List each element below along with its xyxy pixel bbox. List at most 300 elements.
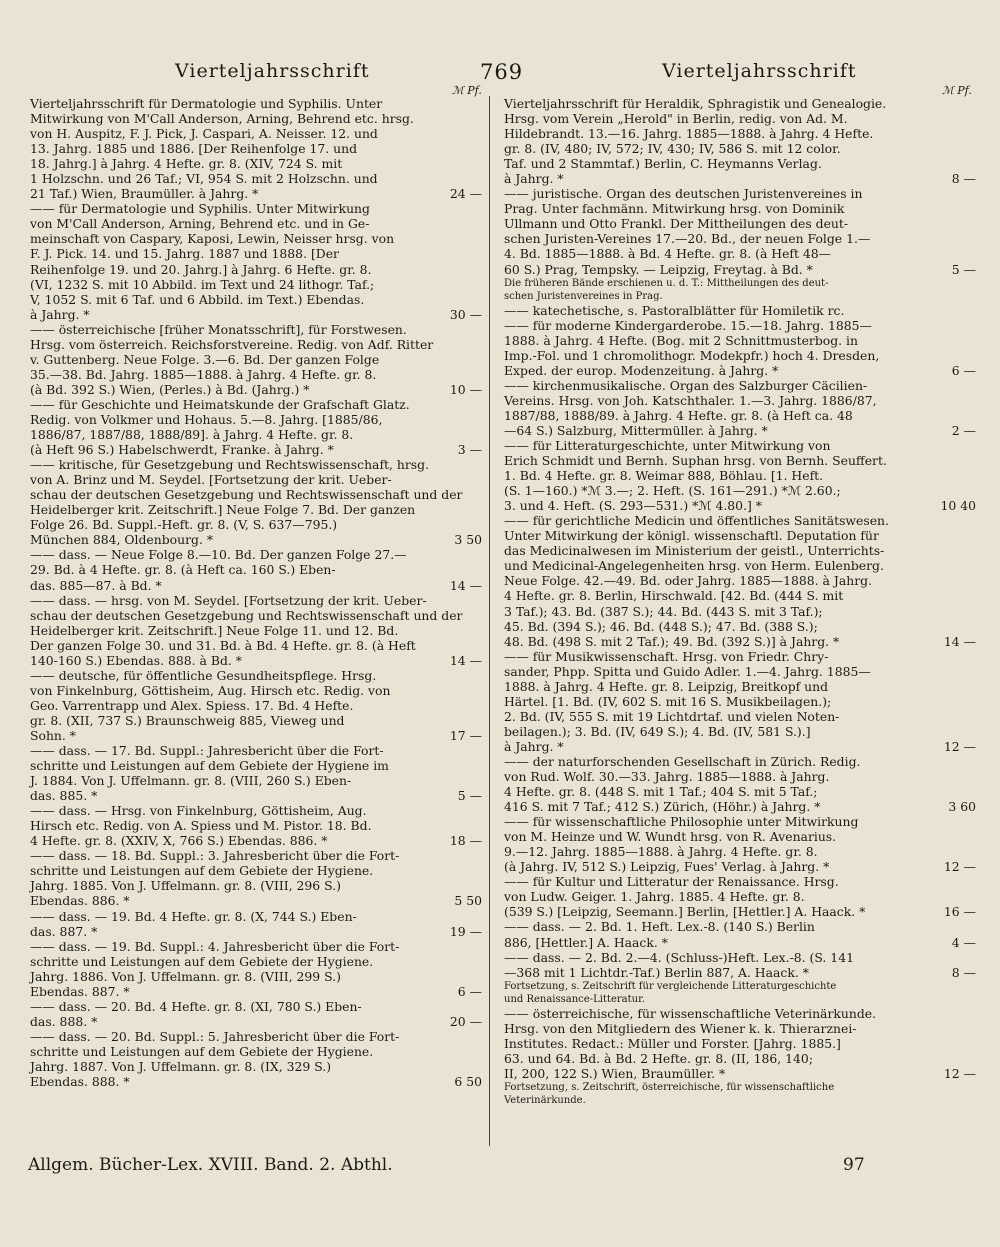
entry-text: Hrsg. von den Mitgliedern des Wiener k. k. Thierarznei- [504, 1020, 857, 1036]
entry-text: —— kirchenmusikalische. Organ des Salzburger Cäcilien- [504, 377, 868, 393]
entry-line [30, 578, 482, 593]
entry-price: 2 — [951, 422, 976, 438]
entry-line [504, 277, 976, 290]
running-head-right: Vierteljahrsschrift [662, 60, 857, 82]
entry-line [504, 980, 976, 993]
entry-text: 1. Bd. 4 Hefte. gr. 8. Weimar 888, Böhlau. [1. Heft. [504, 468, 824, 484]
entry-text: —— für Musikwissenschaft. Hrsg. von Friedr. Chry- [504, 648, 829, 664]
entry-price: 8 — [951, 171, 976, 187]
entry-text: Vereins. Hrsg. von Joh. Katschthaler. 1.—3. Jahrg. 1886/87, [504, 392, 877, 408]
entry-price: 30 — [449, 306, 482, 322]
entry-text: (539 S.) [Leipzig, Seemann.] Berlin, [Hettler.] A. Haack. * [504, 904, 866, 920]
entry-line [30, 111, 482, 126]
entry-text: Neue Folge. 42.—49. Bd. oder Jahrg. 1885—1888. à Jahrg. [504, 573, 873, 589]
entry-line [30, 969, 482, 984]
entry-text: —— dass. — Neue Folge 8.—10. Bd. Der ganzen Folge 27.— [30, 547, 407, 563]
entry-line [504, 303, 976, 318]
entry-text: 2. Bd. (IV, 555 S. mit 19 Lichtdrtaf. und vielen Noten- [504, 708, 840, 724]
entry-price: 24 — [449, 186, 482, 202]
entry-text: Heidelberger krit. Zeitschrift.] Neue Folge 11. und 12. Bd. [30, 622, 399, 638]
entry-line [30, 472, 482, 487]
entry-text: Folge 26. Bd. Suppl.-Heft. gr. 8. (V, S. 637—795.) [30, 517, 338, 533]
entry-line [504, 784, 976, 799]
entry-line [504, 679, 976, 694]
entry-line [504, 231, 976, 246]
entry-line [504, 498, 976, 513]
entry-price: 3 50 [454, 532, 482, 548]
entry-line [30, 638, 482, 653]
entry-line [504, 201, 976, 216]
entry-line [30, 818, 482, 833]
entry-text: Erich Schmidt und Bernh. Suphan hrsg. von Bernh. Seuffert. [504, 453, 887, 469]
entry-line [30, 96, 482, 111]
entry-text: 60 S.) Prag, Tempsky. — Leipzig, Freytag. à Bd. * [504, 261, 813, 277]
entry-line [504, 348, 976, 363]
entry-line [504, 171, 976, 186]
entry-line [30, 457, 482, 472]
entry-text: —— dass. — 18. Bd. Suppl.: 3. Jahresbericht über die Fort- [30, 848, 400, 864]
entry-text: à Jahrg. * [30, 306, 90, 322]
right-column [504, 96, 976, 1107]
entry-text: Fortsetzung, s. Zeitschrift für vergleichende Litteraturgeschichte [504, 980, 837, 992]
entry-text: —— dass. — 17. Bd. Suppl.: Jahresbericht über die Fort- [30, 743, 384, 759]
entry-line [504, 543, 976, 558]
entry-line [504, 709, 976, 724]
price-column-header-right: ℳ Pf. [942, 84, 972, 97]
entry-text: à Jahrg. * [504, 171, 564, 187]
entry-line [30, 803, 482, 818]
entry-text: 416 S. mit 7 Taf.; 412 S.) Zürich, (Höhr.) à Jahrg. * [504, 799, 821, 815]
entry-line [504, 558, 976, 573]
entry-line [504, 423, 976, 438]
entry-line [504, 96, 976, 111]
entry-text: —— dass. — 19. Bd. Suppl.: 4. Jahresbericht über die Fort- [30, 938, 400, 954]
entry-text: à Jahrg. * [504, 738, 564, 754]
entry-text: II, 200, 122 S.) Wien, Braumüller. * [504, 1065, 726, 1081]
entry-text: (à Jahrg. IV, 512 S.) Leipzig, Fues' Verlag. à Jahrg. * [504, 859, 830, 875]
entry-text: Geo. Varrentrapp und Alex. Spiess. 17. Bd. 4 Hefte. [30, 697, 354, 713]
entry-text: Hrsg. vom österreich. Reichsforstvereine. Redig. von Adf. Ritter [30, 336, 434, 352]
entry-price: 6 50 [454, 1074, 482, 1090]
entry-text: —— dass. — 2. Bd. 1. Heft. Lex.-8. (140 S.) Berlin [504, 919, 815, 935]
entry-text: Institutes. Redact.: Müller und Forster. [Jahrg. 1885.] [504, 1035, 841, 1051]
entry-text: V, 1052 S. mit 6 Taf. und 6 Abbild. im Text.) Ebendas. [30, 291, 365, 307]
entry-line [30, 893, 482, 908]
entry-line [504, 993, 976, 1006]
entry-line [30, 1059, 482, 1074]
entry-line [504, 634, 976, 649]
entry-text: von M'Call Anderson, Arning, Behrend etc. und in Ge- [30, 216, 370, 232]
entry-line [30, 878, 482, 893]
entry-line [504, 126, 976, 141]
entry-text: Imp.-Fol. und 1 chromolithogr. Modekpfr.) hoch 4. Dresden, [504, 347, 880, 363]
entry-line [504, 649, 976, 664]
entry-text: J. 1884. Von J. Uffelmann. gr. 8. (VIII, 260 S.) Eben- [30, 773, 352, 789]
entry-text: gr. 8. (IV, 480; IV, 572; IV, 430; IV, 586 S. mit 12 color. [504, 141, 841, 157]
price-column-header-left: ℳ Pf. [452, 84, 482, 97]
entry-line [504, 1006, 976, 1021]
entry-price: 18 — [449, 833, 482, 849]
entry-line [30, 713, 482, 728]
entry-text: 1888. à Jahrg. 4 Hefte. (Bog. mit 2 Schnittmusterbog. in [504, 332, 858, 348]
entry-text: 4. Bd. 1885—1888. à Bd. 4 Hefte. gr. 8. (à Heft 48— [504, 246, 832, 262]
entry-text: 886, [Hettler.] A. Haack. * [504, 934, 668, 950]
entry-text: und Renaissance-Litteratur. [504, 993, 645, 1005]
entry-text: Der ganzen Folge 30. und 31. Bd. à Bd. 4 Hefte. gr. 8. (à Heft [30, 637, 416, 653]
entry-text: F. J. Pick. 14. und 15. Jahrg. 1887 und 1888. [Der [30, 246, 339, 262]
entry-line [30, 352, 482, 367]
entry-text: Hrsg. vom Verein „Herold" in Berlin, redig. von Ad. M. [504, 111, 848, 127]
entry-text: —— dass. — Hrsg. von Finkelnburg, Göttisheim, Aug. [30, 803, 367, 819]
entry-text: 9.—12. Jahrg. 1885—1888. à Jahrg. 4 Hefte. gr. 8. [504, 844, 818, 860]
entry-line [504, 919, 976, 934]
entry-text: schau der deutschen Gesetzgebung und Rechtswissenschaft und der [30, 607, 463, 623]
entry-line [504, 814, 976, 829]
entry-text: —— österreichische [früher Monatsschrift], für Forstwesen. [30, 321, 407, 337]
entry-text: das. 885—87. à Bd. * [30, 577, 162, 593]
entry-line [30, 999, 482, 1014]
entry-text: (S. 1—160.) *ℳ 3.—; 2. Heft. (S. 161—291.) *ℳ 2.60.; [504, 483, 841, 499]
entry-text: —— juristische. Organ des deutschen Juristenvereines in [504, 186, 863, 202]
entry-line [30, 773, 482, 788]
entry-line [30, 954, 482, 969]
entry-text: —— für Dermatologie und Syphilis. Unter Mitwirkung [30, 201, 370, 217]
entry-text: 1887/88, 1888/89. à Jahrg. 4 Hefte. gr. 8. (à Heft ca. 48 [504, 407, 853, 423]
entry-text: 1 Holzschn. und 26 Taf.; VI, 954 S. mit 2 Holzschn. und [30, 171, 378, 187]
entry-line [30, 126, 482, 141]
entry-line [504, 483, 976, 498]
entry-text: 3 Taf.); 43. Bd. (387 S.); 44. Bd. (443 S. mit 3 Taf.); [504, 603, 823, 619]
entry-text: —— österreichische, für wissenschaftliche Veterinärkunde. [504, 1005, 877, 1021]
entry-text: Ebendas. 888. * [30, 1074, 130, 1090]
entry-text: beilagen.); 3. Bd. (IV, 649 S.); 4. Bd. (IV, 581 S.).] [504, 723, 811, 739]
entry-text: Die früheren Bände erschienen u. d. T.: Mittheilungen des deut- [504, 277, 829, 289]
entry-text: Jahrg. 1886. Von J. Uffelmann. gr. 8. (VIII, 299 S.) [30, 968, 341, 984]
entry-line [30, 909, 482, 924]
entry-line [504, 438, 976, 453]
entry-text: (à Bd. 392 S.) Wien, (Perles.) à Bd. (Jahrg.) * [30, 381, 310, 397]
entry-line [504, 588, 976, 603]
entry-line [30, 939, 482, 954]
entry-price: 6 — [951, 362, 976, 378]
entry-line [30, 502, 482, 517]
entry-line [504, 904, 976, 919]
entry-line [30, 292, 482, 307]
footer-signature: Allgem. Bücher-Lex. XVIII. Band. 2. Abthl. [28, 1155, 393, 1175]
entry-price: 19 — [449, 923, 482, 939]
entry-line [504, 573, 976, 588]
entry-price: 12 — [943, 1065, 976, 1081]
entry-price: 10 40 [940, 498, 976, 514]
entry-line [30, 1074, 482, 1089]
entry-text: München 884, Oldenbourg. * [30, 532, 214, 548]
entry-text: —368 mit 1 Lichtdr.-Taf.) Berlin 887, A. Haack. * [504, 964, 809, 980]
entry-line [504, 290, 976, 303]
entry-price: 10 — [449, 381, 482, 397]
entry-line [30, 728, 482, 743]
entry-text: —— deutsche, für öffentliche Gesundheitspflege. Hrsg. [30, 667, 377, 683]
entry-text: Hildebrandt. 13.—16. Jahrg. 1885—1888. à Jahrg. 4 Hefte. [504, 126, 874, 142]
entry-text: schen Juristenvereines in Prag. [504, 290, 663, 302]
entry-text: Redig. von Volkmer und Hohaus. 5.—8. Jahrg. [1885/86, [30, 411, 383, 427]
entry-text: Heidelberger krit. Zeitschrift.] Neue Folge 7. Bd. Der ganzen [30, 502, 416, 518]
entry-text: sander, Phpp. Spitta und Guido Adler. 1.—4. Jahrg. 1885— [504, 663, 871, 679]
entry-line [504, 844, 976, 859]
entry-text: schritte und Leistungen auf dem Gebiete der Hygiene. [30, 1043, 374, 1059]
entry-text: 4 Hefte. gr. 8. (XXIV, X, 766 S.) Ebendas. 886. * [30, 833, 328, 849]
entry-line [30, 593, 482, 608]
entry-text: Vierteljahrsschrift für Dermatologie und Syphilis. Unter [30, 96, 383, 111]
entry-price: 3 60 [948, 799, 976, 815]
entry-text: Reihenfolge 19. und 20. Jahrg.] à Jahrg. 6 Hefte. gr. 8. [30, 261, 372, 277]
entry-line [504, 111, 976, 126]
entry-line [30, 653, 482, 668]
entry-text: 4 Hefte. gr. 8. (448 S. mit 1 Taf.; 404 S. mit 5 Taf.; [504, 784, 818, 800]
entry-text: Veterinärkunde. [504, 1094, 586, 1106]
entry-text: Sohn. * [30, 727, 76, 743]
entry-text: 63. und 64. Bd. à Bd. 2 Hefte. gr. 8. (II, 186, 140; [504, 1050, 813, 1066]
entry-text: 35.—38. Bd. Jahrg. 1885—1888. à Jahrg. 4 Hefte. gr. 8. [30, 366, 377, 382]
entry-line [504, 156, 976, 171]
entry-text: das Medicinalwesen im Ministerium der geistl., Unterrichts- [504, 543, 885, 559]
entry-text: von Finkelnburg, Göttisheim, Aug. Hirsch etc. Redig. von [30, 682, 391, 698]
entry-line [504, 1051, 976, 1066]
entry-line [504, 664, 976, 679]
entry-line [504, 694, 976, 709]
entry-text: —— katechetische, s. Pastoralblätter für Homiletik rc. [504, 302, 845, 318]
entry-line [504, 935, 976, 950]
entry-line [504, 829, 976, 844]
entry-line [30, 1014, 482, 1029]
entry-text: —— dass. — hrsg. von M. Seydel. [Fortsetzung der krit. Ueber- [30, 592, 427, 608]
entry-line [30, 683, 482, 698]
entry-price: 6 — [457, 983, 482, 999]
entry-text: Taf. und 2 Stammtaf.) Berlin, C. Heymanns Verlag. [504, 156, 822, 172]
entry-text: Ebendas. 887. * [30, 983, 130, 999]
entry-price: 14 — [449, 652, 482, 668]
entry-line [30, 532, 482, 547]
entry-line [504, 363, 976, 378]
entry-text: das. 888. * [30, 1013, 98, 1029]
entry-line [30, 608, 482, 623]
entry-text: (VI, 1232 S. mit 10 Abbild. im Text und 24 lithogr. Taf.; [30, 276, 375, 292]
entry-text: und Medicinal-Angelegenheiten hrsg. von Herm. Eulenberg. [504, 558, 884, 574]
entry-price: 4 — [951, 934, 976, 950]
entry-text: 1888. à Jahrg. 4 Hefte. gr. 8. Leipzig, Breitkopf und [504, 678, 829, 694]
entry-line [504, 333, 976, 348]
entry-line [504, 378, 976, 393]
entry-text: Jahrg. 1887. Von J. Uffelmann. gr. 8. (IX, 329 S.) [30, 1059, 332, 1074]
entry-text: schritte und Leistungen auf dem Gebiete der Hygiene im [30, 758, 389, 774]
entry-line [30, 156, 482, 171]
running-head-left: Vierteljahrsschrift [175, 60, 370, 82]
entry-text: von Rud. Wolf. 30.—33. Jahrg. 1885—1888. à Jahrg. [504, 769, 830, 785]
entry-line [504, 262, 976, 277]
entry-text: Fortsetzung, s. Zeitschrift, österreichische, für wissenschaftliche [504, 1081, 835, 1093]
entry-text: schen Juristen-Vereines 17.—20. Bd., der neuen Folge 1.— [504, 231, 871, 247]
entry-line [504, 859, 976, 874]
entry-text: —— dass. — 19. Bd. 4 Hefte. gr. 8. (X, 744 S.) Eben- [30, 908, 357, 924]
entry-text: meinschaft von Caspary, Kaposi, Lewin, Neisser hrsg. von [30, 231, 395, 247]
entry-line [504, 513, 976, 528]
entry-line [30, 517, 482, 532]
entry-line [504, 528, 976, 543]
entry-text: schritte und Leistungen auf dem Gebiete der Hygiene. [30, 863, 374, 879]
entry-text: —— für Kultur und Litteratur der Renaissance. Hrsg. [504, 874, 839, 890]
entry-text: das. 887. * [30, 923, 98, 939]
entry-line [504, 1036, 976, 1051]
entry-line [30, 984, 482, 999]
entry-line [504, 468, 976, 483]
entry-line [504, 889, 976, 904]
entry-text: —— dass. — 20. Bd. 4 Hefte. gr. 8. (XI, 780 S.) Eben- [30, 998, 362, 1014]
entry-line [30, 141, 482, 156]
entry-line [30, 201, 482, 216]
entry-line [30, 246, 482, 261]
entry-line [30, 216, 482, 231]
entry-line [30, 277, 482, 292]
entry-line [30, 382, 482, 397]
entry-text: Unter Mitwirkung der königl. wissenschaftl. Deputation für [504, 528, 879, 544]
entry-price: 5 50 [454, 893, 482, 909]
entry-text: —64 S.) Salzburg, Mittermüller. à Jahrg. * [504, 422, 768, 438]
entry-line [504, 874, 976, 889]
entry-text: 13. Jahrg. 1885 und 1886. [Der Reihenfolge 17. und [30, 141, 358, 157]
entry-line [504, 408, 976, 423]
entry-line [504, 393, 976, 408]
page-number: 769 [480, 60, 524, 84]
entry-text: Exped. der europ. Modenzeitung. à Jahrg. * [504, 362, 779, 378]
entry-text: Hirsch etc. Redig. von A. Spiess und M. Pistor. 18. Bd. [30, 818, 372, 834]
entry-line [30, 668, 482, 683]
entry-price: 17 — [449, 727, 482, 743]
entry-price: 12 — [943, 859, 976, 875]
entry-text: 45. Bd. (394 S.); 46. Bd. (448 S.); 47. Bd. (388 S.); [504, 618, 818, 634]
entry-line [30, 322, 482, 337]
entry-text: —— für wissenschaftliche Philosophie unter Mitwirkung [504, 814, 859, 830]
entry-line [30, 1044, 482, 1059]
entry-text: (à Heft 96 S.) Habelschwerdt, Franke. à Jahrg. * [30, 442, 334, 458]
entry-price: 14 — [943, 633, 976, 649]
entry-line [504, 724, 976, 739]
entry-line [30, 262, 482, 277]
entry-text: —— dass. — 20. Bd. Suppl.: 5. Jahresbericht über die Fort- [30, 1028, 400, 1044]
entry-line [504, 141, 976, 156]
left-column [30, 96, 482, 1089]
entry-line [30, 171, 482, 186]
entry-line [504, 1081, 976, 1094]
entry-text: Ebendas. 886. * [30, 893, 130, 909]
entry-price: 12 — [943, 738, 976, 754]
entry-text: 1886/87, 1887/88, 1888/89]. à Jahrg. 4 Hefte. gr. 8. [30, 427, 354, 443]
entry-line [30, 698, 482, 713]
entry-line [504, 950, 976, 965]
entry-text: 140-160 S.) Ebendas. 888. à Bd. * [30, 652, 242, 668]
entry-text: schritte und Leistungen auf dem Gebiete der Hygiene. [30, 953, 374, 969]
entry-text: von Ludw. Geiger. 1. Jahrg. 1885. 4 Hefte. gr. 8. [504, 889, 805, 905]
footer-sheet-number: 97 [843, 1155, 865, 1175]
entry-line [30, 307, 482, 322]
entry-line [504, 216, 976, 231]
entry-text: 18. Jahrg.] à Jahrg. 4 Hefte. gr. 8. (XIV, 724 S. mit [30, 156, 343, 172]
entry-line [504, 739, 976, 754]
entry-line [504, 186, 976, 201]
entry-line [30, 863, 482, 878]
entry-line [30, 758, 482, 773]
entry-text: von M. Heinze und W. Wundt hrsg. von R. Avenarius. [504, 829, 837, 845]
entry-line [30, 337, 482, 352]
entry-line [504, 453, 976, 468]
entry-text: 3. und 4. Heft. (S. 293—531.) *ℳ 4.80.] * [504, 498, 762, 514]
entry-line [30, 186, 482, 201]
entry-text: —— für gerichtliche Medicin und öffentliches Sanitätswesen. [504, 513, 889, 529]
entry-text: 21 Taf.) Wien, Braumüller. à Jahrg. * [30, 186, 259, 202]
entry-line [30, 487, 482, 502]
entry-text: —— dass. — 2. Bd. 2.—4. (Schluss-)Heft. Lex.-8. (S. 141 [504, 949, 854, 965]
entry-line [504, 769, 976, 784]
entry-text: das. 885. * [30, 788, 98, 804]
entry-text: von A. Brinz und M. Seydel. [Fortsetzung der krit. Ueber- [30, 472, 392, 488]
entry-line [30, 367, 482, 382]
column-divider [489, 96, 490, 1146]
entry-line [30, 231, 482, 246]
entry-line [504, 1066, 976, 1081]
entry-text: —— für Litteraturgeschichte, unter Mitwirkung von [504, 437, 831, 453]
entry-text: 29. Bd. à 4 Hefte. gr. 8. (à Heft ca. 160 S.) Eben- [30, 562, 336, 578]
entry-text: —— kritische, für Gesetzgebung und Rechtswissenschaft, hrsg. [30, 457, 430, 473]
entry-line [30, 412, 482, 427]
entry-text: —— für moderne Kindergarderobe. 15.—18. Jahrg. 1885— [504, 317, 872, 333]
entry-text: gr. 8. (XII, 737 S.) Braunschweig 885, Vieweg und [30, 712, 345, 728]
entry-line [30, 397, 482, 412]
entry-text: 4 Hefte. gr. 8. Berlin, Hirschwald. [42. Bd. (444 S. mit [504, 588, 844, 604]
entry-line [30, 848, 482, 863]
entry-price: 8 — [951, 964, 976, 980]
entry-text: —— der naturforschenden Gesellschaft in Zürich. Redig. [504, 753, 861, 769]
entry-line [30, 833, 482, 848]
entry-line [30, 743, 482, 758]
entry-line [30, 1029, 482, 1044]
entry-price: 20 — [449, 1013, 482, 1029]
entry-text: schau der deutschen Gesetzgebung und Rechtswissenschaft und der [30, 487, 463, 503]
entry-line [504, 1094, 976, 1107]
entry-text: 48. Bd. (498 S. mit 2 Taf.); 49. Bd. (392 S.)] à Jahrg. * [504, 633, 840, 649]
entry-text: Ullmann und Otto Frankl. Der Mittheilungen des deut- [504, 216, 849, 232]
entry-text: Vierteljahrsschrift für Heraldik, Sphragistik und Genealogie. [504, 96, 887, 111]
entry-line [30, 547, 482, 562]
entry-price: 14 — [449, 577, 482, 593]
entry-line [504, 246, 976, 261]
entry-line [504, 604, 976, 619]
entry-price: 5 — [457, 788, 482, 804]
entry-line [30, 623, 482, 638]
entry-text: Härtel. [1. Bd. (IV, 602 S. mit 16 S. Musikbeilagen.); [504, 693, 832, 709]
entry-text: von H. Auspitz, F. J. Pick, J. Caspari, A. Neisser. 12. und [30, 126, 378, 142]
entry-line [30, 562, 482, 577]
entry-line [30, 924, 482, 939]
entry-text: —— für Geschichte und Heimatskunde der Grafschaft Glatz. [30, 396, 410, 412]
entry-text: Jahrg. 1885. Von J. Uffelmann. gr. 8. (VIII, 296 S.) [30, 878, 341, 894]
entry-text: Prag. Unter fachmänn. Mitwirkung hrsg. von Dominik [504, 201, 845, 217]
entry-line [504, 1021, 976, 1036]
entry-line [504, 754, 976, 769]
entry-text: Mitwirkung von M'Call Anderson, Arning, Behrend etc. hrsg. [30, 111, 414, 127]
entry-price: 16 — [943, 904, 976, 920]
entry-line [504, 619, 976, 634]
entry-price: 5 — [951, 261, 976, 277]
entry-line [30, 788, 482, 803]
entry-line [504, 965, 976, 980]
